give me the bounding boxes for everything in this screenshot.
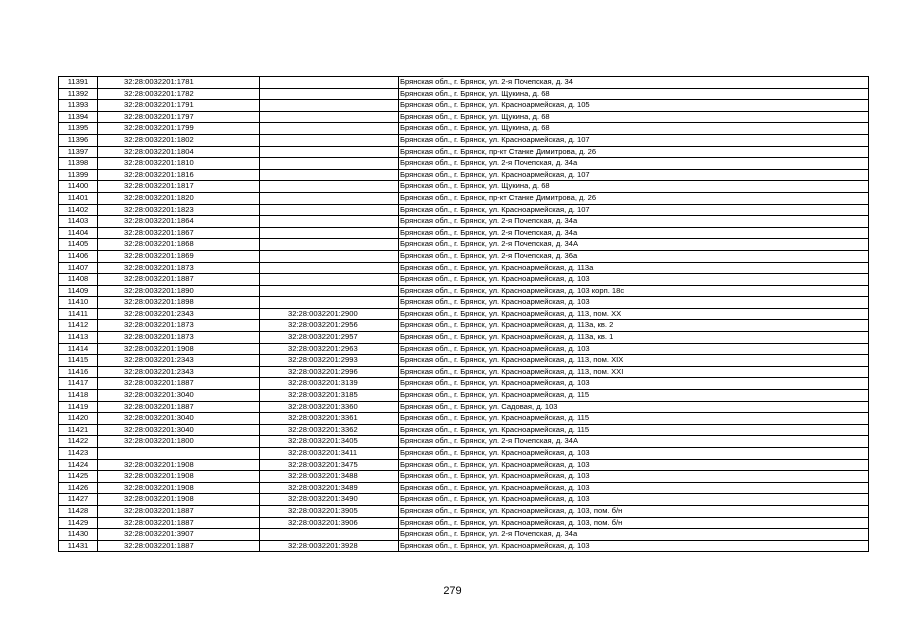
address-cell: Брянская обл., г. Брянск, ул. Красноармейская, д. 107: [399, 134, 869, 146]
object-cadastral-number-cell: [260, 529, 399, 541]
object-cadastral-number-cell: [260, 274, 399, 286]
object-cadastral-number-cell: 32:28:0032201:3185: [260, 390, 399, 402]
row-number-cell: 11428: [59, 505, 98, 517]
address-cell: Брянская обл., г. Брянск, ул. 2-я Почепская, д. 34а: [399, 227, 869, 239]
address-cell: Брянская обл., г. Брянск, пр-кт Станке Димитрова, д. 26: [399, 146, 869, 158]
registry-table: [58, 76, 869, 552]
object-cadastral-number-cell: [260, 262, 399, 274]
cadastral-number-cell: 32:28:0032201:1887: [98, 517, 260, 529]
object-cadastral-number-cell: [260, 146, 399, 158]
cadastral-number-cell: 32:28:0032201:1864: [98, 216, 260, 228]
object-cadastral-number-cell: [260, 297, 399, 309]
address-cell: Брянская обл., г. Брянск, ул. Красноармейская, д. 103: [399, 482, 869, 494]
table-row: [59, 181, 869, 193]
cadastral-number-cell: 32:28:0032201:1816: [98, 169, 260, 181]
object-cadastral-number-cell: [260, 100, 399, 112]
cadastral-number-cell: [98, 448, 260, 460]
object-cadastral-number-cell: 32:28:0032201:3928: [260, 540, 399, 552]
object-cadastral-number-cell: 32:28:0032201:3139: [260, 378, 399, 390]
object-cadastral-number-cell: [260, 227, 399, 239]
object-cadastral-number-cell: 32:28:0032201:3906: [260, 517, 399, 529]
object-cadastral-number-cell: [260, 77, 399, 89]
cadastral-number-cell: 32:28:0032201:3040: [98, 424, 260, 436]
cadastral-number-cell: 32:28:0032201:1817: [98, 181, 260, 193]
table-row: [59, 401, 869, 413]
table-row: [59, 227, 869, 239]
cadastral-number-cell: 32:28:0032201:1810: [98, 158, 260, 170]
address-cell: Брянская обл., г. Брянск, пр-кт Станке Димитрова, д. 26: [399, 192, 869, 204]
object-cadastral-number-cell: 32:28:0032201:2956: [260, 320, 399, 332]
table-row: [59, 111, 869, 123]
table-row: [59, 424, 869, 436]
row-number-cell: 11431: [59, 540, 98, 552]
row-number-cell: 11407: [59, 262, 98, 274]
table-row: [59, 320, 869, 332]
cadastral-number-cell: 32:28:0032201:1887: [98, 401, 260, 413]
object-cadastral-number-cell: 32:28:0032201:2993: [260, 355, 399, 367]
row-number-cell: 11420: [59, 413, 98, 425]
table-row: [59, 134, 869, 146]
cadastral-number-cell: 32:28:0032201:3907: [98, 529, 260, 541]
cadastral-number-cell: 32:28:0032201:1867: [98, 227, 260, 239]
cadastral-number-cell: 32:28:0032201:1804: [98, 146, 260, 158]
table-row: [59, 459, 869, 471]
address-cell: Брянская обл., г. Брянск, ул. 2-я Почепская, д. 34а: [399, 158, 869, 170]
cadastral-number-cell: 32:28:0032201:1873: [98, 320, 260, 332]
cadastral-number-cell: 32:28:0032201:1782: [98, 88, 260, 100]
row-number-cell: 11414: [59, 343, 98, 355]
row-number-cell: 11425: [59, 471, 98, 483]
table-row: [59, 77, 869, 89]
object-cadastral-number-cell: [260, 123, 399, 135]
cadastral-number-cell: 32:28:0032201:1908: [98, 343, 260, 355]
address-cell: Брянская обл., г. Брянск, ул. Красноармейская, д. 113а, кв. 2: [399, 320, 869, 332]
table-row: [59, 146, 869, 158]
cadastral-number-cell: 32:28:0032201:1887: [98, 378, 260, 390]
cadastral-number-cell: 32:28:0032201:2343: [98, 308, 260, 320]
row-number-cell: 11398: [59, 158, 98, 170]
address-cell: Брянская обл., г. Брянск, ул. Красноармейская, д. 103: [399, 297, 869, 309]
address-cell: Брянская обл., г. Брянск, ул. 2-я Почепская, д. 34: [399, 77, 869, 89]
row-number-cell: 11422: [59, 436, 98, 448]
row-number-cell: 11413: [59, 332, 98, 344]
address-cell: Брянская обл., г. Брянск, ул. Красноармейская, д. 103: [399, 471, 869, 483]
object-cadastral-number-cell: [260, 239, 399, 251]
cadastral-number-cell: 32:28:0032201:1908: [98, 494, 260, 506]
table-row: [59, 274, 869, 286]
table-row: [59, 123, 869, 135]
row-number-cell: 11418: [59, 390, 98, 402]
row-number-cell: 11402: [59, 204, 98, 216]
cadastral-number-cell: 32:28:0032201:1887: [98, 540, 260, 552]
cadastral-number-cell: 32:28:0032201:1890: [98, 285, 260, 297]
row-number-cell: 11408: [59, 274, 98, 286]
object-cadastral-number-cell: [260, 285, 399, 297]
address-cell: Брянская обл., г. Брянск, ул. Красноармейская, д. 115: [399, 413, 869, 425]
address-cell: Брянская обл., г. Брянск, ул. Красноармейская, д. 113, пом. XIX: [399, 355, 869, 367]
row-number-cell: 11392: [59, 88, 98, 100]
address-cell: Брянская обл., г. Брянск, ул. Красноармейская, д. 113, пом. XX: [399, 308, 869, 320]
object-cadastral-number-cell: 32:28:0032201:3361: [260, 413, 399, 425]
address-cell: Брянская обл., г. Брянск, ул. 2-я Почепская, д. 36а: [399, 250, 869, 262]
table-row: [59, 378, 869, 390]
object-cadastral-number-cell: 32:28:0032201:3362: [260, 424, 399, 436]
object-cadastral-number-cell: [260, 192, 399, 204]
row-number-cell: 11394: [59, 111, 98, 123]
object-cadastral-number-cell: [260, 134, 399, 146]
object-cadastral-number-cell: 32:28:0032201:2900: [260, 308, 399, 320]
object-cadastral-number-cell: 32:28:0032201:3489: [260, 482, 399, 494]
row-number-cell: 11400: [59, 181, 98, 193]
table-row: [59, 471, 869, 483]
address-cell: Брянская обл., г. Брянск, ул. Щукина, д. 68: [399, 181, 869, 193]
table-row: [59, 505, 869, 517]
row-number-cell: 11419: [59, 401, 98, 413]
table-row: [59, 88, 869, 100]
address-cell: Брянская обл., г. Брянск, ул. Красноармейская, д. 105: [399, 100, 869, 112]
cadastral-number-cell: 32:28:0032201:1799: [98, 123, 260, 135]
object-cadastral-number-cell: 32:28:0032201:2996: [260, 366, 399, 378]
object-cadastral-number-cell: [260, 181, 399, 193]
row-number-cell: 11405: [59, 239, 98, 251]
table-row: [59, 355, 869, 367]
address-cell: Брянская обл., г. Брянск, ул. 2-я Почепская, д. 34А: [399, 436, 869, 448]
row-number-cell: 11410: [59, 297, 98, 309]
address-cell: Брянская обл., г. Брянск, ул. Красноармейская, д. 115: [399, 424, 869, 436]
table-row: [59, 517, 869, 529]
table-row: [59, 216, 869, 228]
address-cell: Брянская обл., г. Брянск, ул. Щукина, д. 68: [399, 123, 869, 135]
cadastral-number-cell: 32:28:0032201:1887: [98, 274, 260, 286]
row-number-cell: 11406: [59, 250, 98, 262]
row-number-cell: 11393: [59, 100, 98, 112]
table-row: [59, 262, 869, 274]
table-row: [59, 308, 869, 320]
table-row: [59, 390, 869, 402]
cadastral-number-cell: 32:28:0032201:1802: [98, 134, 260, 146]
row-number-cell: 11404: [59, 227, 98, 239]
object-cadastral-number-cell: 32:28:0032201:3475: [260, 459, 399, 471]
address-cell: Брянская обл., г. Брянск, ул. Красноармейская, д. 103: [399, 540, 869, 552]
address-cell: Брянская обл., г. Брянск, ул. 2-я Почепская, д. 34А: [399, 239, 869, 251]
object-cadastral-number-cell: 32:28:0032201:3490: [260, 494, 399, 506]
table-row: [59, 239, 869, 251]
table-row: [59, 413, 869, 425]
object-cadastral-number-cell: [260, 169, 399, 181]
table-row: [59, 529, 869, 541]
object-cadastral-number-cell: 32:28:0032201:2963: [260, 343, 399, 355]
object-cadastral-number-cell: 32:28:0032201:3411: [260, 448, 399, 460]
cadastral-number-cell: 32:28:0032201:1898: [98, 297, 260, 309]
cadastral-number-cell: 32:28:0032201:1887: [98, 505, 260, 517]
cadastral-number-cell: 32:28:0032201:2343: [98, 355, 260, 367]
table-row: [59, 494, 869, 506]
address-cell: Брянская обл., г. Брянск, ул. Красноармейская, д. 113, пом. XXI: [399, 366, 869, 378]
object-cadastral-number-cell: 32:28:0032201:3405: [260, 436, 399, 448]
cadastral-number-cell: 32:28:0032201:1823: [98, 204, 260, 216]
cadastral-number-cell: 32:28:0032201:1908: [98, 459, 260, 471]
table-row: [59, 297, 869, 309]
row-number-cell: 11391: [59, 77, 98, 89]
table-row: [59, 285, 869, 297]
row-number-cell: 11429: [59, 517, 98, 529]
row-number-cell: 11399: [59, 169, 98, 181]
row-number-cell: 11412: [59, 320, 98, 332]
address-cell: Брянская обл., г. Брянск, ул. Щукина, д. 68: [399, 111, 869, 123]
object-cadastral-number-cell: [260, 216, 399, 228]
table-row: [59, 250, 869, 262]
object-cadastral-number-cell: [260, 88, 399, 100]
row-number-cell: 11397: [59, 146, 98, 158]
row-number-cell: 11411: [59, 308, 98, 320]
row-number-cell: 11421: [59, 424, 98, 436]
address-cell: Брянская обл., г. Брянск, ул. Красноармейская, д. 113а: [399, 262, 869, 274]
page-number: 279: [443, 585, 462, 597]
address-cell: Брянская обл., г. Брянск, ул. Красноармейская, д. 103: [399, 448, 869, 460]
address-cell: Брянская обл., г. Брянск, ул. Красноармейская, д. 103: [399, 343, 869, 355]
address-cell: Брянская обл., г. Брянск, ул. Красноармейская, д. 113а, кв. 1: [399, 332, 869, 344]
row-number-cell: 11396: [59, 134, 98, 146]
row-number-cell: 11409: [59, 285, 98, 297]
address-cell: Брянская обл., г. Брянск, ул. Красноармейская, д. 107: [399, 204, 869, 216]
row-number-cell: 11423: [59, 448, 98, 460]
cadastral-number-cell: 32:28:0032201:1791: [98, 100, 260, 112]
table-row: [59, 332, 869, 344]
row-number-cell: 11416: [59, 366, 98, 378]
table-row: [59, 436, 869, 448]
row-number-cell: 11395: [59, 123, 98, 135]
table-row: [59, 158, 869, 170]
address-cell: Брянская обл., г. Брянск, ул. Красноармейская, д. 103: [399, 494, 869, 506]
table-row: [59, 169, 869, 181]
object-cadastral-number-cell: [260, 111, 399, 123]
cadastral-number-cell: 32:28:0032201:1908: [98, 471, 260, 483]
object-cadastral-number-cell: [260, 204, 399, 216]
table-row: [59, 540, 869, 552]
table-row: [59, 204, 869, 216]
row-number-cell: 11427: [59, 494, 98, 506]
cadastral-number-cell: 32:28:0032201:1869: [98, 250, 260, 262]
cadastral-number-cell: 32:28:0032201:1781: [98, 77, 260, 89]
row-number-cell: 11415: [59, 355, 98, 367]
table-row: [59, 482, 869, 494]
cadastral-number-cell: 32:28:0032201:3040: [98, 413, 260, 425]
address-cell: Брянская обл., г. Брянск, ул. Щукина, д. 68: [399, 88, 869, 100]
address-cell: Брянская обл., г. Брянск, ул. Красноармейская, д. 103 корп. 18с: [399, 285, 869, 297]
table-row: [59, 343, 869, 355]
row-number-cell: 11426: [59, 482, 98, 494]
row-number-cell: 11430: [59, 529, 98, 541]
object-cadastral-number-cell: 32:28:0032201:3360: [260, 401, 399, 413]
object-cadastral-number-cell: 32:28:0032201:2957: [260, 332, 399, 344]
address-cell: Брянская обл., г. Брянск, ул. Красноармейская, д. 115: [399, 390, 869, 402]
address-cell: Брянская обл., г. Брянск, ул. Красноармейская, д. 103, пом. б/н: [399, 517, 869, 529]
cadastral-number-cell: 32:28:0032201:1873: [98, 262, 260, 274]
table-row: [59, 448, 869, 460]
cadastral-number-cell: 32:28:0032201:1800: [98, 436, 260, 448]
object-cadastral-number-cell: 32:28:0032201:3488: [260, 471, 399, 483]
row-number-cell: 11417: [59, 378, 98, 390]
cadastral-number-cell: 32:28:0032201:1868: [98, 239, 260, 251]
object-cadastral-number-cell: [260, 158, 399, 170]
row-number-cell: 11401: [59, 192, 98, 204]
row-number-cell: 11424: [59, 459, 98, 471]
address-cell: Брянская обл., г. Брянск, ул. Садовая, д. 103: [399, 401, 869, 413]
row-number-cell: 11403: [59, 216, 98, 228]
address-cell: Брянская обл., г. Брянск, ул. Красноармейская, д. 103, пом. б/н: [399, 505, 869, 517]
address-cell: Брянская обл., г. Брянск, ул. Красноармейская, д. 103: [399, 459, 869, 471]
cadastral-number-cell: 32:28:0032201:1797: [98, 111, 260, 123]
address-cell: Брянская обл., г. Брянск, ул. 2-я Почепская, д. 34а: [399, 216, 869, 228]
table-row: [59, 100, 869, 112]
address-cell: Брянская обл., г. Брянск, ул. Красноармейская, д. 103: [399, 378, 869, 390]
cadastral-number-cell: 32:28:0032201:1908: [98, 482, 260, 494]
address-cell: Брянская обл., г. Брянск, ул. 2-я Почепская, д. 34а: [399, 529, 869, 541]
cadastral-number-cell: 32:28:0032201:3040: [98, 390, 260, 402]
table-row: [59, 192, 869, 204]
table-row: [59, 366, 869, 378]
address-cell: Брянская обл., г. Брянск, ул. Красноармейская, д. 107: [399, 169, 869, 181]
cadastral-number-cell: 32:28:0032201:1820: [98, 192, 260, 204]
object-cadastral-number-cell: 32:28:0032201:3905: [260, 505, 399, 517]
registry-table-body: [59, 77, 869, 552]
cadastral-number-cell: 32:28:0032201:2343: [98, 366, 260, 378]
address-cell: Брянская обл., г. Брянск, ул. Красноармейская, д. 103: [399, 274, 869, 286]
cadastral-number-cell: 32:28:0032201:1873: [98, 332, 260, 344]
object-cadastral-number-cell: [260, 250, 399, 262]
